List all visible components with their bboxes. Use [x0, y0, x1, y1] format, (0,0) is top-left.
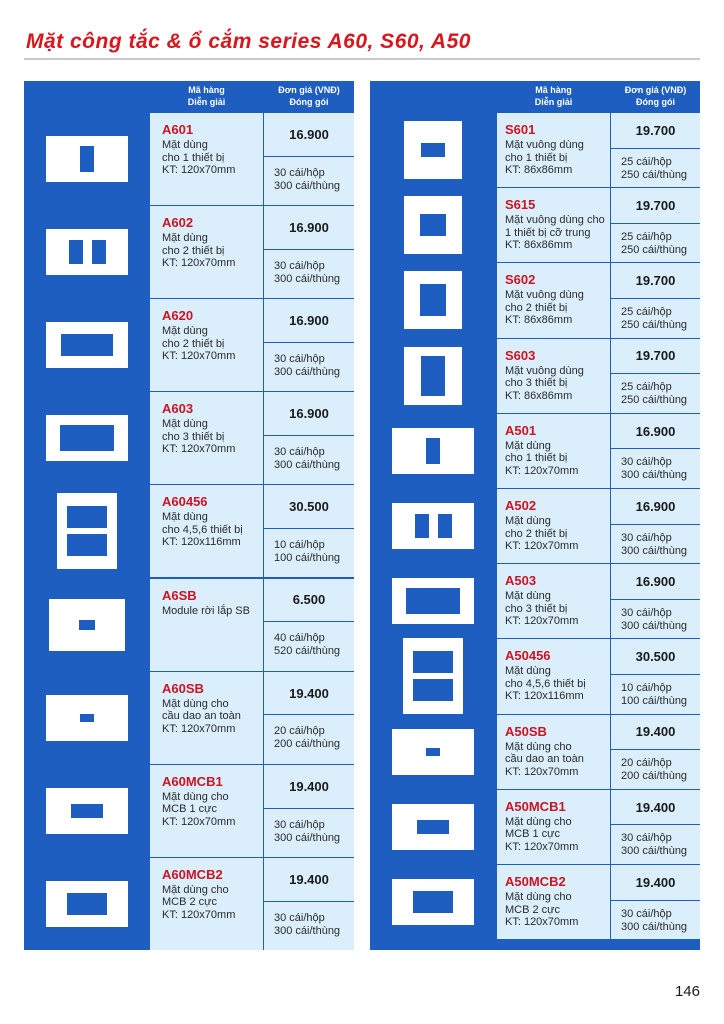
product-table-left — [24, 81, 354, 950]
plate-opening — [92, 240, 106, 264]
packing-info: 25 cái/hộp 250 cái/thùng — [611, 299, 700, 338]
packing-info: 40 cái/hộp 520 cái/thùng — [264, 622, 354, 670]
packing-info: 25 cái/hộp 250 cái/thùng — [611, 374, 700, 413]
plate-opening — [420, 284, 446, 316]
product-code: S603 — [505, 347, 536, 363]
packing-info: 30 cái/hộp 300 cái/thùng — [264, 250, 354, 298]
packing-info: 30 cái/hộp 300 cái/thùng — [611, 449, 700, 488]
product-description-cell — [150, 485, 263, 577]
product-code: S602 — [505, 272, 536, 288]
product-description: Mặt vuông dùng cho 3 thiết bị KT: 86x86mm — [505, 364, 584, 402]
product-code: A501 — [505, 422, 537, 438]
product-description: Mặt dùng cho 1 thiết bị KT: 120x70mm — [162, 139, 236, 176]
table-row — [24, 765, 354, 858]
product-image — [24, 672, 150, 764]
product-image — [370, 414, 496, 488]
square-plate-1-gang-icon — [404, 121, 462, 179]
product-description: Module rời lắp SB — [162, 604, 250, 617]
plate-opening — [421, 356, 445, 396]
table-row — [370, 639, 700, 714]
product-code: S615 — [505, 197, 536, 213]
product-image — [24, 206, 150, 298]
square-plate-2-gang-icon — [404, 271, 462, 329]
table-row — [370, 564, 700, 639]
product-code: A50SB — [505, 723, 547, 739]
product-image — [24, 485, 150, 577]
product-description: Mặt dùng cho cầu dao an toàn KT: 120x70mm — [162, 697, 241, 735]
unit-price: 19.700 — [611, 113, 700, 148]
product-code: A50456 — [505, 648, 551, 664]
safety-breaker-plate-icon — [392, 729, 474, 775]
product-description-cell — [497, 188, 610, 262]
unit-price: 19.400 — [611, 715, 700, 750]
product-description-cell — [497, 414, 610, 488]
header-price-packing: Đơn giá (VNĐ) Đóng gói — [278, 85, 340, 107]
unit-price: 16.900 — [264, 206, 354, 249]
header-code-description: Mã hàng Diễn giải — [187, 85, 226, 107]
table-row — [24, 858, 354, 951]
table-row — [24, 579, 354, 672]
product-image — [370, 564, 496, 638]
plate-opening — [60, 425, 114, 451]
unit-price: 19.700 — [611, 339, 700, 374]
product-image — [370, 639, 496, 713]
product-description: Mặt vuông dùng cho 1 thiết bị cỡ trung KT: 86x86mm — [505, 214, 605, 252]
product-description: Mặt vuông dùng cho 1 thiết bị KT: 86x86mm — [505, 139, 584, 176]
packing-info: 30 cái/hộp 300 cái/thùng — [264, 436, 354, 484]
packing-info: 25 cái/hộp 250 cái/thùng — [611, 224, 700, 263]
product-description-cell — [497, 715, 610, 789]
product-description-cell — [497, 339, 610, 413]
product-image — [24, 392, 150, 484]
product-description-cell — [497, 263, 610, 337]
plate-opening — [406, 588, 460, 614]
product-description-cell — [497, 489, 610, 563]
plate-opening — [80, 146, 94, 172]
square-plate-3-gang-icon — [404, 347, 462, 405]
packing-info: 25 cái/hộp 250 cái/thùng — [611, 149, 700, 188]
plate-opening — [67, 506, 107, 528]
plate-opening — [79, 620, 95, 630]
product-description: Mặt dùng cho MCB 2 cực KT: 120x70mm — [505, 891, 579, 928]
unit-price: 19.400 — [264, 672, 354, 715]
table-row — [24, 392, 354, 485]
unit-price: 16.900 — [264, 113, 354, 156]
product-description: Mặt vuông dùng cho 2 thiết bị KT: 86x86mm — [505, 289, 584, 327]
switch-plate-4-5-6-gang-icon — [403, 638, 463, 714]
table-row — [370, 113, 700, 188]
unit-price: 6.500 — [264, 579, 354, 622]
mcb-2-pole-plate-icon — [46, 881, 128, 927]
square-plate-medium-icon — [404, 196, 462, 254]
product-image — [370, 865, 496, 939]
switch-plate-3-gang-icon — [46, 415, 128, 461]
product-code: A502 — [505, 498, 537, 513]
table-row — [24, 113, 354, 206]
packing-info: 20 cái/hộp 200 cái/thùng — [611, 750, 700, 789]
sb-module-icon — [49, 599, 125, 651]
plate-opening — [417, 820, 449, 834]
product-description: Mặt dùng cho 1 thiết bị KT: 120x70mm — [505, 439, 579, 477]
product-description-cell — [497, 639, 610, 713]
product-description: Mặt dùng cho cầu dao an toàn KT: 120x70mm — [505, 740, 584, 778]
switch-plate-2-gang-wide-icon — [46, 322, 128, 368]
product-description-cell — [497, 790, 610, 864]
plate-opening — [413, 679, 453, 701]
packing-info: 10 cái/hộp 100 cái/thùng — [611, 675, 700, 714]
packing-info: 30 cái/hộp 300 cái/thùng — [611, 600, 700, 639]
product-description-cell — [497, 564, 610, 638]
table-row — [370, 715, 700, 790]
plate-opening — [67, 893, 107, 915]
page-number: 146 — [674, 983, 700, 1000]
product-description-cell — [150, 392, 263, 484]
plate-opening — [413, 891, 453, 913]
unit-price: 19.400 — [264, 858, 354, 901]
product-description: Mặt dùng cho 2 thiết bị KT: 120x70mm — [162, 232, 236, 270]
product-description: Mặt dùng cho 3 thiết bị KT: 120x70mm — [162, 418, 236, 456]
unit-price: 16.900 — [611, 564, 700, 599]
product-code: A602 — [162, 215, 194, 231]
product-code: A50MCB2 — [505, 874, 566, 889]
safety-breaker-plate-icon — [46, 695, 128, 741]
product-image — [370, 790, 496, 864]
packing-info: 30 cái/hộp 300 cái/thùng — [264, 157, 354, 205]
product-code: A60456 — [162, 494, 208, 510]
switch-plate-1-gang-icon — [392, 428, 474, 474]
table-row — [370, 790, 700, 865]
product-description-cell — [150, 765, 263, 857]
plate-opening — [421, 143, 445, 157]
unit-price: 30.500 — [611, 639, 700, 674]
switch-plate-3-gang-icon — [392, 578, 474, 624]
unit-price: 16.900 — [264, 392, 354, 435]
product-description-cell — [150, 113, 263, 205]
product-code: A60MCB2 — [162, 866, 223, 882]
packing-info: 30 cái/hộp 300 cái/thùng — [264, 809, 354, 857]
packing-info: 30 cái/hộp 300 cái/thùng — [611, 825, 700, 864]
product-description: Mặt dùng cho MCB 2 cực KT: 120x70mm — [162, 883, 236, 921]
product-code: A601 — [162, 122, 194, 137]
product-description-cell — [150, 206, 263, 298]
mcb-1-pole-plate-icon — [392, 804, 474, 850]
table-rows — [24, 113, 354, 950]
plate-opening — [61, 334, 113, 356]
product-description-cell — [150, 858, 263, 950]
packing-info: 30 cái/hộp 300 cái/thùng — [611, 901, 700, 940]
table-row — [370, 188, 700, 263]
product-image — [24, 579, 150, 671]
product-image — [370, 339, 496, 413]
product-code: A503 — [505, 573, 537, 589]
table-row — [370, 414, 700, 489]
packing-info: 30 cái/hộp 300 cái/thùng — [264, 343, 354, 391]
product-image — [370, 489, 496, 563]
plate-opening — [415, 514, 429, 538]
table-row — [24, 206, 354, 299]
product-code: A60MCB1 — [162, 773, 223, 789]
product-image — [370, 263, 496, 337]
table-row — [24, 485, 354, 578]
product-image — [24, 858, 150, 950]
product-code: A6SB — [162, 587, 197, 603]
unit-price: 19.400 — [611, 790, 700, 825]
plate-opening — [80, 714, 94, 722]
product-image — [24, 113, 150, 205]
table-row — [24, 672, 354, 765]
unit-price: 19.400 — [611, 865, 700, 900]
table-rows — [370, 113, 700, 950]
table-header — [370, 81, 700, 111]
plate-opening — [413, 651, 453, 673]
packing-info: 30 cái/hộp 300 cái/thùng — [264, 902, 354, 950]
packing-info: 30 cái/hộp 300 cái/thùng — [611, 525, 700, 564]
plate-opening — [69, 240, 83, 264]
unit-price: 19.700 — [611, 263, 700, 298]
product-description: Mặt dùng cho 2 thiết bị KT: 120x70mm — [162, 325, 236, 363]
unit-price: 19.400 — [264, 765, 354, 808]
plate-opening — [426, 438, 440, 464]
product-image — [24, 299, 150, 391]
table-header — [24, 81, 354, 111]
product-image — [370, 715, 496, 789]
unit-price: 16.900 — [611, 489, 700, 524]
page-title: Mặt công tắc & ổ cắm series A60, S60, A50 — [26, 30, 471, 53]
plate-opening — [426, 748, 440, 756]
packing-info: 10 cái/hộp 100 cái/thùng — [264, 529, 354, 577]
product-code: A50MCB1 — [505, 798, 566, 814]
product-description: Mặt dùng cho MCB 1 cực KT: 120x70mm — [505, 815, 579, 853]
table-row — [370, 263, 700, 338]
plate-opening — [438, 514, 452, 538]
product-table-right — [370, 81, 700, 950]
unit-price: 30.500 — [264, 485, 354, 528]
unit-price: 19.700 — [611, 188, 700, 223]
header-code-description: Mã hàng Diễn giải — [534, 85, 573, 107]
product-description: Mặt dùng cho MCB 1 cực KT: 120x70mm — [162, 790, 236, 828]
table-row — [370, 489, 700, 564]
product-description: Mặt dùng cho 4,5,6 thiết bị KT: 120x116mm — [505, 665, 586, 703]
product-description-cell — [497, 865, 610, 939]
product-description: Mặt dùng cho 3 thiết bị KT: 120x70mm — [505, 590, 579, 628]
product-code: A60SB — [162, 680, 204, 696]
packing-info: 20 cái/hộp 200 cái/thùng — [264, 715, 354, 763]
mcb-2-pole-plate-icon — [392, 879, 474, 925]
switch-plate-1-gang-icon — [46, 136, 128, 182]
header-price-packing: Đơn giá (VNĐ) Đóng gói — [624, 85, 687, 107]
product-description-cell — [150, 579, 263, 671]
switch-plate-2-gang-icon — [392, 503, 474, 549]
product-code: A603 — [162, 401, 194, 417]
plate-opening — [71, 804, 103, 818]
table-row — [370, 339, 700, 414]
mcb-1-pole-plate-icon — [46, 788, 128, 834]
product-description: Mặt dùng cho 2 thiết bị KT: 120x70mm — [505, 515, 579, 552]
unit-price: 16.900 — [264, 299, 354, 342]
unit-price: 16.900 — [611, 414, 700, 449]
title-divider — [24, 58, 700, 60]
plate-opening — [67, 534, 107, 556]
product-code: A620 — [162, 308, 194, 324]
switch-plate-4-5-6-gang-icon — [57, 493, 117, 569]
product-description-cell — [497, 113, 610, 187]
table-row — [370, 865, 700, 940]
plate-opening — [420, 214, 446, 236]
product-image — [370, 188, 496, 262]
product-image — [24, 765, 150, 857]
switch-plate-2-gang-icon — [46, 229, 128, 275]
table-row — [24, 299, 354, 392]
product-image — [370, 113, 496, 187]
product-description-cell — [150, 672, 263, 764]
product-description: Mặt dùng cho 4,5,6 thiết bị KT: 120x116mm — [162, 511, 243, 549]
product-code: S601 — [505, 122, 536, 137]
product-description-cell — [150, 299, 263, 391]
